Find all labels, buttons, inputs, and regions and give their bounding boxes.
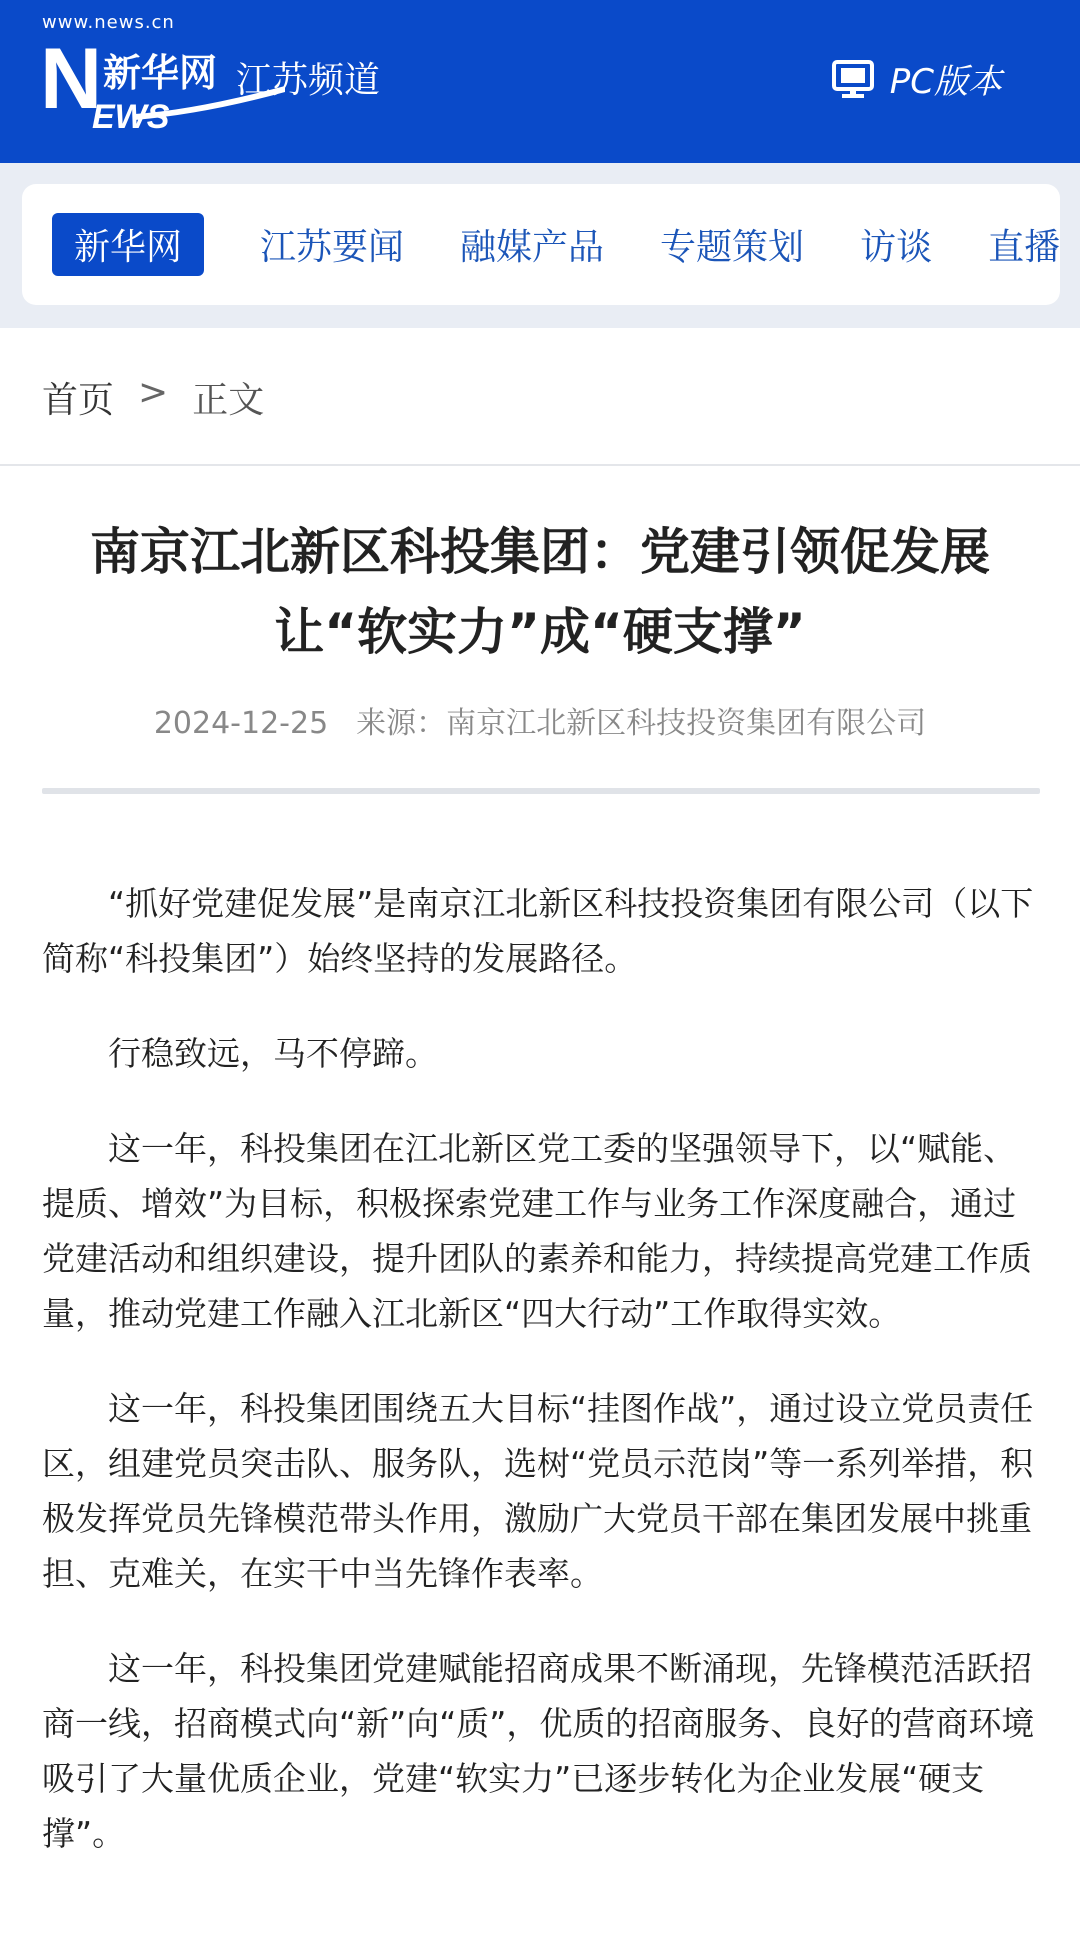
breadcrumb-home[interactable]: 首页: [42, 380, 115, 421]
title-divider: [42, 788, 1040, 794]
nav-item-live[interactable]: 直播: [988, 227, 1060, 268]
xinhua-logo[interactable]: [40, 12, 240, 136]
divider: [0, 464, 1080, 466]
article-paragraph: 这一年，科投集团党建赋能招商成果不断涌现，先锋模范活跃招商一线，招商模式向“新”向“质”，优质的招商服务、良好的营商环境吸引了大量优质企业，党建“软实力”已逐步转化为企业发展“硬支撑”。: [42, 1649, 1035, 1853]
article-date: 2024-12-25: [153, 706, 329, 741]
pc-version-link[interactable]: [832, 54, 1002, 103]
article-paragraph: 这一年，科投集团在江北新区党工委的坚强领导下，以“赋能、提质、增效”为目标，积极探索党建工作与业务工作深度融合，通过党建活动和组织建设，提升团队的素养和能力，持续提高党建工作质量，推动党建工作融入江北新区“四大行动”工作取得实效。: [42, 1129, 1032, 1333]
nav-item-interviews[interactable]: 访谈: [860, 227, 933, 268]
article-source: 来源：南京江北新区科技投资集团有限公司: [356, 706, 927, 741]
article-meta: [40, 698, 1040, 742]
nav-bar: [22, 184, 1060, 305]
nav-items: [52, 184, 1060, 305]
article-title-line2: 让“软实力”成“硬支撑”: [274, 603, 806, 661]
logo-n: N: [40, 31, 103, 127]
article-title: [40, 512, 1040, 672]
breadcrumb: [42, 372, 264, 423]
nav-item-special-topics[interactable]: 专题策划: [660, 227, 805, 268]
breadcrumb-separator: >: [138, 372, 169, 413]
site-header: [0, 0, 1080, 163]
logo-xinhuanet: 新华网: [103, 51, 218, 95]
nav-item-media-products[interactable]: 融媒产品: [460, 227, 605, 268]
pc-version-label: PC版本: [889, 62, 1002, 102]
monitor-icon: [832, 59, 874, 99]
nav-item-jiangsu-news[interactable]: 江苏要闻: [260, 227, 405, 268]
logo-ews: EWS: [92, 98, 170, 136]
nav-item-xinhuanet[interactable]: 新华网: [52, 213, 204, 276]
logo-url: www.news.cn: [42, 12, 175, 33]
article-paragraph: 行稳致远，马不停蹄。: [108, 1034, 438, 1073]
channel-name: 江苏频道: [236, 60, 381, 101]
article-title-line1: 南京江北新区科投集团：党建引领促发展: [90, 523, 990, 581]
nav-bar-container: [0, 163, 1080, 328]
breadcrumb-current: 正文: [192, 380, 265, 421]
article-body: [42, 876, 1040, 1901]
article-paragraph: “抓好党建促发展”是南京江北新区科技投资集团有限公司（以下简称“科投集团”）始终坚持的发展路径。: [42, 884, 1034, 978]
article-paragraph: 这一年，科投集团围绕五大目标“挂图作战”，通过设立党员责任区，组建党员突击队、服务队，选树“党员示范岗”等一系列举措，积极发挥党员先锋模范带头作用，激励广大党员干部在集团发展中挑重担、克难关，在实干中当先锋作表率。: [42, 1389, 1034, 1593]
